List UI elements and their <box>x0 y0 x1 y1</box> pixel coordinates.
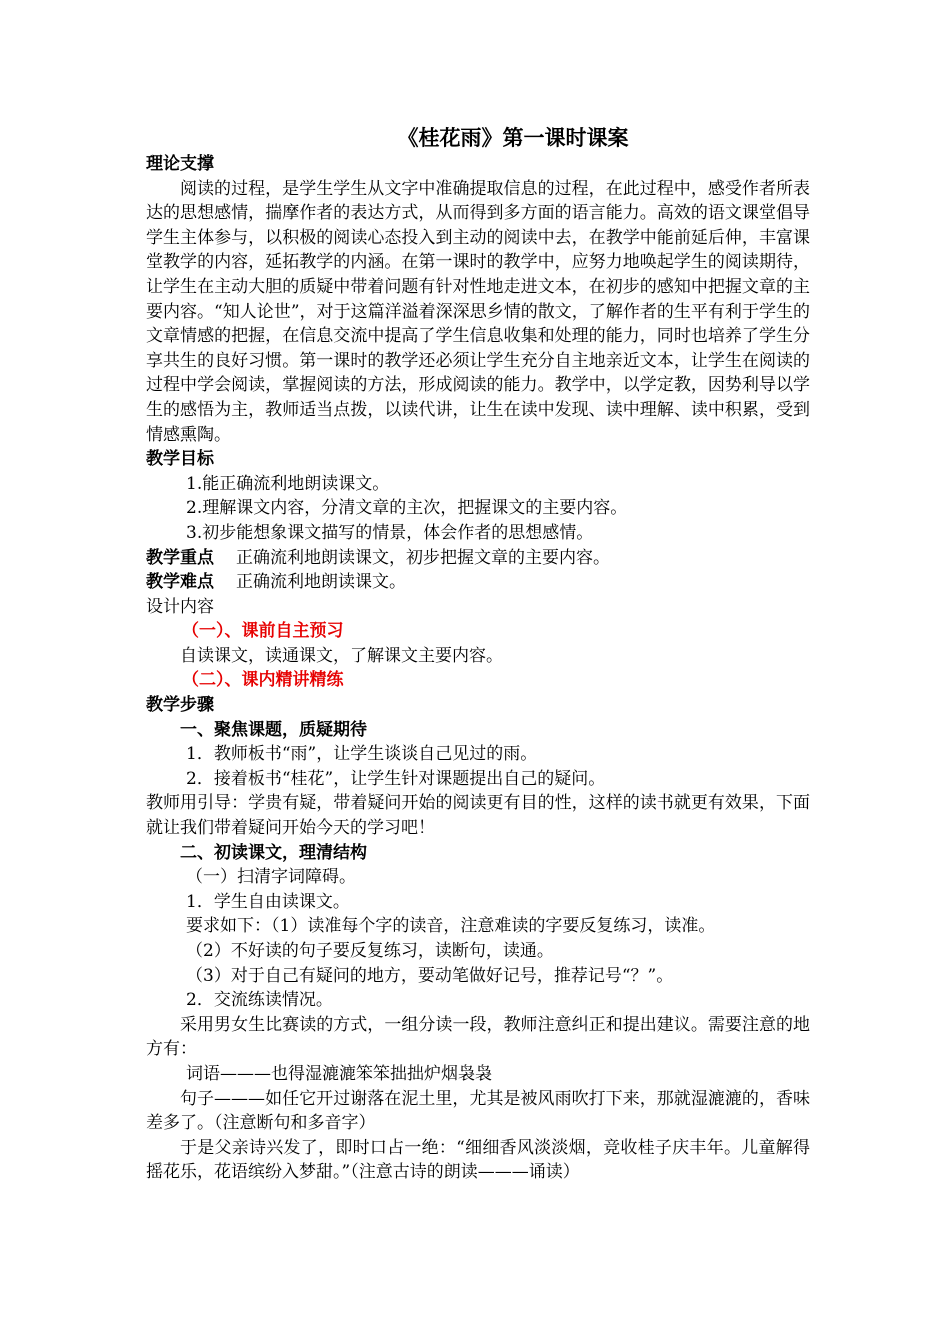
step2-sentence: 句子———如任它开过谢落在泥土里，尤其是被风雨吹打下来，那就湿漉漉的，香味差多了。（注意断句和多音字） <box>146 1088 810 1134</box>
key-point-label: 教学重点 <box>146 547 214 568</box>
step2-requirement: （2）不好读的句子要反复练习，读断句，读通。 <box>186 941 554 961</box>
section-preview-title: （一）、课前自主预习 <box>182 621 344 642</box>
theory-paragraph: 阅读的过程，是学生学生从文字中准确提取信息的过程，在此过程中，感受作者所表达的思想感情，揣摩作者的表达方式，从而得到多方面的语言能力。高效的语文课堂倡导学生主体参与，以积极的阅读心态投入到主动的阅读中去，在教学中能前延后伸，丰富课堂教学的内容，延拓教学的内涵。在第一课时的教学中，应努力地唤起学生的阅读期待，让学生在主动大胆的质疑中带着问题有针对性地走进文本，在初步的感知中把握文章的主要内容。“知人论世”，对于这篇洋溢着深深思乡情的散文，了解作者的生平有利于学生的文章情感的把握，在信息交流中提高了学生信息收集和处理的能力，同时也培养了学生分享共生的良好习惯。第一课时的教学还必须让学生充分自主地亲近文本，让学生在阅读的过程中学会阅读，掌握阅读的方法，形成阅读的能力。教学中，以学定教，因势利导以学生的感悟为主，教师适当点拨，以读代讲，让生在读中发现、读中理解、读中积累，受到情感熏陶。 <box>146 178 810 445</box>
step2-requirement: 要求如下：（1）读准每个字的读音，注意难读的字要反复练习，读准。 <box>186 916 716 937</box>
step2-item: 2．交流练读情况。 <box>186 990 333 1011</box>
key-point-row <box>146 546 810 571</box>
step2-title: 二、初读课文，理清结构 <box>180 842 367 863</box>
goal-item: 1.能正确流利地朗读课文。 <box>186 473 390 494</box>
page-title: 《桂花雨》第一课时课案 <box>397 126 629 150</box>
step1-guide: 教师用引导：学贵有疑，带着疑问开始的阅读更有目的性，这样的读书就更有效果，下面就让我们带着疑问开始今天的学习吧！ <box>146 793 810 839</box>
step2-compete: 采用男女生比赛读的方式，一组分读一段，教师注意纠正和提出建议。需要注意的地方有： <box>146 1014 810 1060</box>
goal-item: 3.初步能想象课文描写的情景，体会作者的思想感情。 <box>186 522 594 543</box>
difficulty-row <box>146 570 810 595</box>
design-heading: 设计内容 <box>146 596 214 617</box>
goal-item: 2.理解课文内容，分清文章的主次，把握课文的主要内容。 <box>186 498 628 519</box>
step1-item: 1．教师板书“雨”，让学生谈谈自己见过的雨。 <box>186 744 538 765</box>
step2-item: 1．学生自由读课文。 <box>186 891 350 912</box>
difficulty-label: 教学难点 <box>146 572 214 593</box>
section-preview-text: 自读课文，读通课文，了解课文主要内容。 <box>180 645 503 666</box>
step1-title: 一、聚焦课题，质疑期待 <box>180 719 367 740</box>
section-lecture-title: （二）、课内精讲精练 <box>182 670 344 691</box>
step1-item: 2．接着板书“桂花”，让学生针对课题提出自己的疑问。 <box>186 768 606 789</box>
theory-heading: 理论支撑 <box>146 154 214 174</box>
step2-requirement: （3）对于自己有疑问的地方，要动笔做好记号，推荐记号“？”。 <box>186 965 674 986</box>
step2-subheading: （一）扫清字词障碍。 <box>186 867 356 888</box>
steps-heading: 教学步骤 <box>146 695 214 716</box>
goals-heading: 教学目标 <box>146 449 214 470</box>
difficulty-text: 正确流利地朗读课文。 <box>236 572 406 593</box>
document-content <box>146 124 810 1185</box>
step2-poem: 于是父亲诗兴发了，即时口占一绝：“细细香风淡淡烟，竞收桂子庆丰年。儿童解得摇花乐，花语缤纷入梦甜。”（注意古诗的朗读———诵读） <box>146 1137 810 1183</box>
step2-words: 词语———也得湿漉漉笨笨拙拙炉烟袅袅 <box>186 1063 492 1084</box>
key-point-text: 正确流利地朗读课文，初步把握文章的主要内容。 <box>236 547 610 568</box>
